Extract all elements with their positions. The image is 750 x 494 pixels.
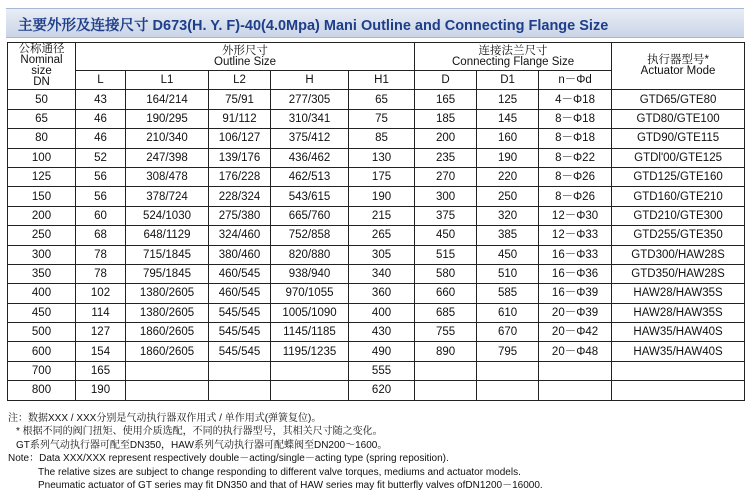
table-row xyxy=(8,148,745,167)
note-line: 注：数据XXX / XXX分别是气动执行器双作用式 / 单作用式(弹簧复位)。 xyxy=(8,413,322,424)
table-cell: 305 xyxy=(349,245,415,264)
table-cell: 380/460 xyxy=(209,245,271,264)
table-cell: HAW28/HAW35S xyxy=(612,303,745,322)
table-cell: GTD90/GTE115 xyxy=(612,129,745,148)
col-header-n-phi-d: n－Φd xyxy=(539,71,612,90)
table-cell: 1380/2605 xyxy=(126,284,209,303)
table-cell: 685 xyxy=(415,303,477,322)
table-cell: 12－Φ33 xyxy=(539,226,612,245)
table-row xyxy=(8,264,745,283)
table-row xyxy=(8,381,745,400)
table-cell: 378/724 xyxy=(126,187,209,206)
table-cell: 52 xyxy=(76,148,126,167)
table-cell: 68 xyxy=(76,226,126,245)
table-row xyxy=(8,303,745,322)
table-cell: 228/324 xyxy=(209,187,271,206)
note-line: Pneumatic actuator of GT series may fit DN350 and that of HAW series may fit butterfly valves ofDN1200－16000. xyxy=(38,480,543,492)
table-cell: 515 xyxy=(415,245,477,264)
table-cell: 8－Φ18 xyxy=(539,129,612,148)
page-title: 主要外形及连接尺寸 D673(H. Y. F)-40(4.0Mpa) Mani Outline and Connecting Flange Size xyxy=(18,18,609,34)
table-cell: 462/513 xyxy=(271,167,349,186)
table-cell: 277/305 xyxy=(271,90,349,109)
table-cell: 8－Φ18 xyxy=(539,109,612,128)
table-cell xyxy=(539,381,612,400)
table-cell xyxy=(415,381,477,400)
table-cell: GTD125/GTE160 xyxy=(612,167,745,186)
table-cell: 436/462 xyxy=(271,148,349,167)
table-cell: 190 xyxy=(477,148,539,167)
table-cell: 20－Φ39 xyxy=(539,303,612,322)
table-cell: 938/940 xyxy=(271,264,349,283)
table-cell xyxy=(209,361,271,380)
table-cell: 16－Φ36 xyxy=(539,264,612,283)
table-cell: 270 xyxy=(415,167,477,186)
table-cell: 970/1055 xyxy=(271,284,349,303)
table-cell: 665/760 xyxy=(271,206,349,225)
table-row xyxy=(8,167,745,186)
table-cell: 176/228 xyxy=(209,167,271,186)
table-cell: 400 xyxy=(8,284,76,303)
table-cell: 190 xyxy=(76,381,126,400)
table-cell: 139/176 xyxy=(209,148,271,167)
table-cell: 220 xyxy=(477,167,539,186)
table-row xyxy=(8,129,745,148)
table-cell xyxy=(126,361,209,380)
table-cell: 1195/1235 xyxy=(271,342,349,361)
table-cell xyxy=(271,361,349,380)
table-cell: GTD255/GTE350 xyxy=(612,226,745,245)
col-header-l2: L2 xyxy=(209,71,271,90)
table-cell: 450 xyxy=(8,303,76,322)
table-cell: 91/112 xyxy=(209,109,271,128)
note-line: GT系列气动执行器可配至DN350，HAW系列气动执行器可配蝶阀至DN200～1600。 xyxy=(16,439,388,451)
table-cell: 130 xyxy=(349,148,415,167)
table-cell: 75/91 xyxy=(209,90,271,109)
table-cell: GTD80/GTE100 xyxy=(612,109,745,128)
table-cell: 1005/1090 xyxy=(271,303,349,322)
table-cell: 85 xyxy=(349,129,415,148)
table-cell: 102 xyxy=(76,284,126,303)
table-cell: 660 xyxy=(415,284,477,303)
table-cell: 585 xyxy=(477,284,539,303)
table-cell: 610 xyxy=(477,303,539,322)
table-cell: 300 xyxy=(8,245,76,264)
table-cell: HAW35/HAW40S xyxy=(612,323,745,342)
table-cell xyxy=(477,381,539,400)
col-header-d1: D1 xyxy=(477,71,539,90)
table-cell: 190 xyxy=(349,187,415,206)
table-cell: 46 xyxy=(76,129,126,148)
table-cell: 16－Φ33 xyxy=(539,245,612,264)
table-cell: 145 xyxy=(477,109,539,128)
table-cell xyxy=(612,361,745,380)
table-row xyxy=(8,90,745,109)
note-line: * 根据不同的阀门扭矩、使用介质选配，不同的执行器型号，其相关尺寸随之变化。 xyxy=(16,426,383,438)
table-cell: GTD210/GTE300 xyxy=(612,206,745,225)
table-row xyxy=(8,361,745,380)
table-cell: 375 xyxy=(415,206,477,225)
table-cell: 543/615 xyxy=(271,187,349,206)
table-cell: 620 xyxy=(349,381,415,400)
table-cell: 460/545 xyxy=(209,284,271,303)
table-cell: 1380/2605 xyxy=(126,303,209,322)
table-cell: 65 xyxy=(349,90,415,109)
table-cell: 8－Φ26 xyxy=(539,187,612,206)
table-cell: HAW35/HAW40S xyxy=(612,342,745,361)
table-row xyxy=(8,342,745,361)
nominal-size-header: 公称通径 Nominal size DN xyxy=(8,43,76,90)
table-cell: 125 xyxy=(477,90,539,109)
table-cell xyxy=(539,361,612,380)
table-cell xyxy=(477,361,539,380)
table-cell: 4－Φ18 xyxy=(539,90,612,109)
table-cell: 200 xyxy=(415,129,477,148)
table-cell: 670 xyxy=(477,323,539,342)
table-cell: 340 xyxy=(349,264,415,283)
table-cell: 308/478 xyxy=(126,167,209,186)
table-cell: 250 xyxy=(477,187,539,206)
table-cell: 215 xyxy=(349,206,415,225)
table-cell: 545/545 xyxy=(209,323,271,342)
table-cell: 125 xyxy=(8,167,76,186)
table-cell xyxy=(126,381,209,400)
table-cell xyxy=(612,381,745,400)
table-row xyxy=(8,284,745,303)
table-cell: 430 xyxy=(349,323,415,342)
table-cell: 450 xyxy=(477,245,539,264)
table-cell: 1145/1185 xyxy=(271,323,349,342)
table-cell: 580 xyxy=(415,264,477,283)
table-cell: 510 xyxy=(477,264,539,283)
table-cell: 800 xyxy=(8,381,76,400)
table-cell: 114 xyxy=(76,303,126,322)
table-cell: 545/545 xyxy=(209,303,271,322)
table-row xyxy=(8,187,745,206)
table-cell: 80 xyxy=(8,129,76,148)
table-cell: 500 xyxy=(8,323,76,342)
table-cell: 555 xyxy=(349,361,415,380)
table-cell: 150 xyxy=(8,187,76,206)
table-cell: 46 xyxy=(76,109,126,128)
table-cell: HAW28/HAW35S xyxy=(612,284,745,303)
table-cell: 715/1845 xyxy=(126,245,209,264)
table-cell: 160 xyxy=(477,129,539,148)
table-cell: 400 xyxy=(349,303,415,322)
table-cell: 75 xyxy=(349,109,415,128)
table-cell: 65 xyxy=(8,109,76,128)
table-cell: 350 xyxy=(8,264,76,283)
table-cell: 200 xyxy=(8,206,76,225)
table-cell: 820/880 xyxy=(271,245,349,264)
table-cell: 752/858 xyxy=(271,226,349,245)
table-cell: 185 xyxy=(415,109,477,128)
table-cell: 154 xyxy=(76,342,126,361)
table-row xyxy=(8,323,745,342)
table-cell: 12－Φ30 xyxy=(539,206,612,225)
col-header-h: H xyxy=(271,71,349,90)
dimension-table xyxy=(7,42,745,401)
table-cell: 385 xyxy=(477,226,539,245)
table-cell: GTD300/HAW28S xyxy=(612,245,745,264)
table-cell: 300 xyxy=(415,187,477,206)
table-cell: GTD350/HAW28S xyxy=(612,264,745,283)
actuator-mode-header: 执行器型号* Actuator Mode xyxy=(612,43,745,90)
table-cell: 360 xyxy=(349,284,415,303)
table-cell: 648/1129 xyxy=(126,226,209,245)
col-header-d: D xyxy=(415,71,477,90)
table-cell: 235 xyxy=(415,148,477,167)
table-cell: 175 xyxy=(349,167,415,186)
table-cell: 20－Φ48 xyxy=(539,342,612,361)
table-row xyxy=(8,245,745,264)
table-cell: 600 xyxy=(8,342,76,361)
table-cell: 190/295 xyxy=(126,109,209,128)
table-cell: GTDl'00/GTE125 xyxy=(612,148,745,167)
table-cell: 275/380 xyxy=(209,206,271,225)
table-cell: 16－Φ39 xyxy=(539,284,612,303)
table-cell: 8－Φ22 xyxy=(539,148,612,167)
table-body xyxy=(8,90,745,400)
table-cell xyxy=(271,381,349,400)
table-cell: 545/545 xyxy=(209,342,271,361)
table-cell: 127 xyxy=(76,323,126,342)
table-cell: 106/127 xyxy=(209,129,271,148)
table-cell: GTD65/GTE80 xyxy=(612,90,745,109)
table-cell: 795 xyxy=(477,342,539,361)
table-cell: 56 xyxy=(76,167,126,186)
table-cell: 78 xyxy=(76,264,126,283)
table-cell: 20－Φ42 xyxy=(539,323,612,342)
col-header-l1: L1 xyxy=(126,71,209,90)
table-cell: 310/341 xyxy=(271,109,349,128)
table-cell: 165 xyxy=(415,90,477,109)
table-cell: 50 xyxy=(8,90,76,109)
note-line: Note：Data XXX/XXX represent respectively double－acting/single－acting type (spring reposition). xyxy=(8,453,449,465)
table-cell: 460/545 xyxy=(209,264,271,283)
table-cell: 490 xyxy=(349,342,415,361)
table-cell: 43 xyxy=(76,90,126,109)
table-cell: 375/412 xyxy=(271,129,349,148)
table-cell: 700 xyxy=(8,361,76,380)
col-header-l: L xyxy=(76,71,126,90)
table-cell: 524/1030 xyxy=(126,206,209,225)
table-row xyxy=(8,109,745,128)
table-cell: 1860/2605 xyxy=(126,342,209,361)
table-cell: 100 xyxy=(8,148,76,167)
table-cell: 795/1845 xyxy=(126,264,209,283)
notes-section xyxy=(8,412,746,492)
table-cell: 247/398 xyxy=(126,148,209,167)
table-cell: 320 xyxy=(477,206,539,225)
note-line: The relative sizes are subject to change responding to different valve torques, mediums and actuator models. xyxy=(38,466,521,478)
title-bar xyxy=(6,8,744,38)
table-cell: GTD160/GTE210 xyxy=(612,187,745,206)
table-cell: 78 xyxy=(76,245,126,264)
table-cell: 60 xyxy=(76,206,126,225)
col-header-h1: H1 xyxy=(349,71,415,90)
table-cell: 56 xyxy=(76,187,126,206)
outline-size-header: 外形尺寸 Outline Size xyxy=(76,43,415,71)
table-cell: 165 xyxy=(76,361,126,380)
table-cell xyxy=(209,381,271,400)
table-cell: 265 xyxy=(349,226,415,245)
table-cell: 250 xyxy=(8,226,76,245)
table-cell: 450 xyxy=(415,226,477,245)
table-cell: 755 xyxy=(415,323,477,342)
table-cell: 164/214 xyxy=(126,90,209,109)
table-cell: 1860/2605 xyxy=(126,323,209,342)
table-cell: 210/340 xyxy=(126,129,209,148)
table-row xyxy=(8,206,745,225)
table-cell: 8－Φ26 xyxy=(539,167,612,186)
table-cell xyxy=(415,361,477,380)
table-row xyxy=(8,226,745,245)
table-cell: 890 xyxy=(415,342,477,361)
flange-size-header: 连接法兰尺寸 Connecting Flange Size xyxy=(415,43,612,71)
table-cell: 324/460 xyxy=(209,226,271,245)
